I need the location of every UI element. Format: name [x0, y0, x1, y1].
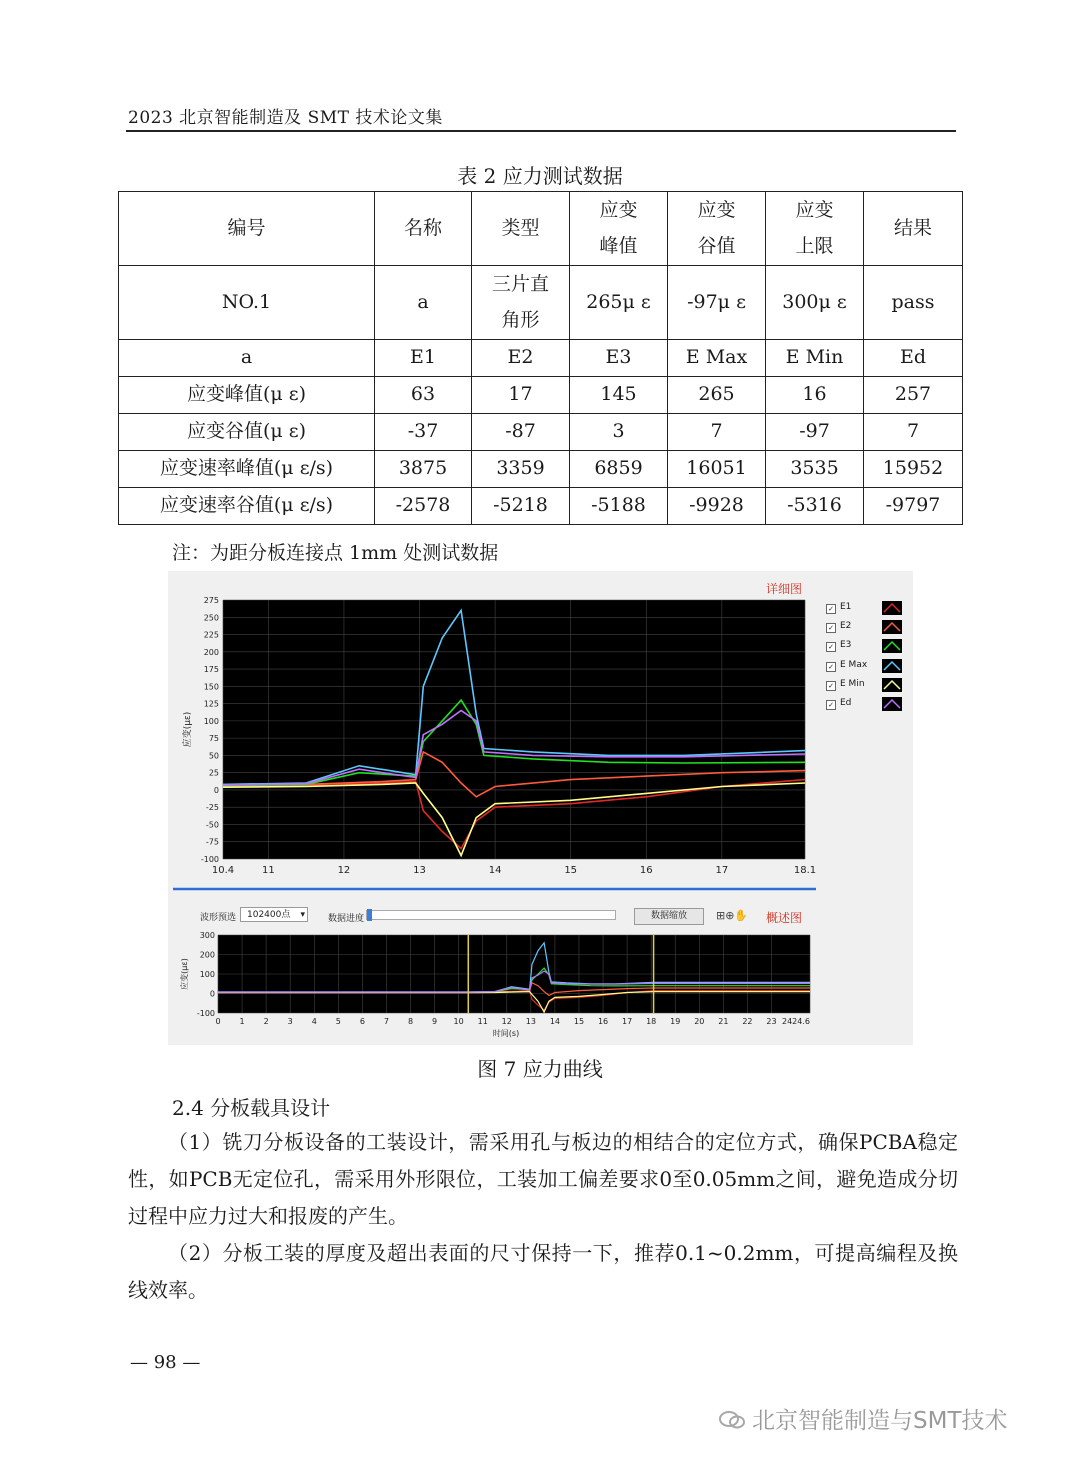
x-tick-label: 18	[646, 1017, 657, 1026]
y-tick-label: 275	[203, 596, 219, 605]
chevron-down-icon: ▾	[300, 910, 305, 920]
data-scale-button[interactable]: 数据缩放	[634, 908, 704, 925]
table-cell: 三片直 角形	[472, 266, 570, 340]
table-cell: 265	[668, 377, 766, 414]
x-tick-label: 22	[742, 1017, 753, 1026]
table-cell: 应变速率峰值(μ ε/s)	[119, 451, 375, 488]
zoom-tools-icon[interactable]: ⊞⊕✋	[716, 909, 749, 922]
table-cell: -2578	[375, 488, 472, 525]
x-tick-label: 2	[263, 1017, 269, 1026]
x-tick-label: 4	[311, 1017, 317, 1026]
x-tick-label: 17	[715, 865, 729, 876]
line-style-swatch[interactable]	[882, 639, 902, 653]
x-tick-label: 16	[597, 1017, 609, 1026]
x-tick-label: 23	[766, 1017, 777, 1026]
table-cell: 应变速率谷值(μ ε/s)	[119, 488, 375, 525]
header-cell: 编号	[119, 192, 375, 266]
x-tick-label: 8	[407, 1017, 414, 1026]
x-tick-label: 7	[383, 1017, 390, 1026]
table-cell: E1	[375, 340, 472, 377]
table-cell: -5218	[472, 488, 570, 525]
legend-item-emin[interactable]: ✓ E Min	[826, 678, 906, 694]
table-cell: -97	[766, 414, 864, 451]
x-tick-label: 15	[573, 1017, 585, 1026]
table-cell: NO.1	[119, 266, 375, 340]
y-tick-label: -75	[205, 837, 219, 847]
x-tick-label: 0	[215, 1017, 221, 1026]
x-tick-label: 2424.6	[782, 1017, 810, 1026]
header-cell: 名称	[375, 192, 472, 266]
table-cell: -97μ ε	[668, 266, 766, 340]
wechat-logo-icon	[718, 1409, 746, 1431]
table-note: 注：为距分板连接点 1mm 处测试数据	[172, 542, 499, 564]
line-style-swatch[interactable]	[882, 620, 902, 634]
x-tick-label: 1	[239, 1017, 245, 1026]
x-tick-label: 20	[694, 1017, 705, 1026]
wechat-watermark: 北京智能制造与SMT技术	[718, 1402, 1008, 1435]
table-cell: 3875	[375, 451, 472, 488]
detail-view-label: 详细图	[766, 582, 803, 596]
y-tick-label: 0	[209, 989, 215, 999]
table-cell: 17	[472, 377, 570, 414]
y-tick-label: -25	[205, 803, 219, 813]
y-tick-label: 225	[203, 630, 219, 640]
table-cell: 257	[864, 377, 963, 414]
table-cell: Ed	[864, 340, 963, 377]
x-tick-label: 11	[261, 865, 275, 876]
header-rule	[126, 130, 956, 132]
table-cell: 15952	[864, 451, 963, 488]
table-row	[119, 414, 963, 451]
y-tick-label: 100	[203, 716, 219, 726]
data-progress-slider[interactable]	[366, 910, 616, 920]
table-caption: 表 2 应力测试数据	[457, 164, 623, 188]
table-cell: 300μ ε	[766, 266, 864, 340]
x-tick-label: 9	[432, 1017, 438, 1026]
checkbox-icon[interactable]: ✓	[826, 642, 836, 652]
table-cell: 16	[766, 377, 864, 414]
table-cell: -37	[375, 414, 472, 451]
stress-test-table	[118, 191, 963, 525]
y-tick-label: 150	[203, 682, 219, 692]
legend-item-e3[interactable]: ✓ E3	[826, 639, 906, 655]
line-style-swatch[interactable]	[882, 678, 902, 692]
x-tick-label: 3	[287, 1017, 293, 1026]
table-cell: -9797	[864, 488, 963, 525]
y-tick-label: 0	[213, 785, 219, 795]
x-tick-label: 6	[359, 1017, 365, 1026]
slider-thumb[interactable]	[367, 909, 372, 921]
table-cell: 应变谷值(μ ε)	[119, 414, 375, 451]
y-tick-label: 200	[203, 647, 219, 657]
x-tick-label: 11	[477, 1017, 488, 1026]
y-tick-label: 125	[203, 699, 219, 709]
y-tick-label: 25	[208, 768, 219, 778]
y-tick-label: -100	[200, 855, 219, 864]
line-style-swatch[interactable]	[882, 697, 902, 711]
header-cell: 应变 上限	[766, 192, 864, 266]
table-cell: a	[119, 340, 375, 377]
table-cell: 16051	[668, 451, 766, 488]
x-tick-label: 21	[718, 1017, 729, 1026]
legend-item-ed[interactable]: ✓ Ed	[826, 697, 906, 713]
y-tick-label: 300	[199, 931, 215, 940]
table-cell: E Max	[668, 340, 766, 377]
y-tick-label: 250	[203, 613, 219, 623]
y-axis-label: 应变(με)	[183, 711, 193, 748]
x-tick-label: 15	[564, 865, 578, 876]
x-tick-label: 5	[335, 1017, 341, 1026]
table-cell: -5316	[766, 488, 864, 525]
figure-caption: 图 7 应力曲线	[477, 1057, 603, 1081]
table-cell: 7	[864, 414, 963, 451]
waveform-preselect-label: 波形预选	[200, 913, 237, 923]
table-cell: 3	[570, 414, 668, 451]
checkbox-icon[interactable]: ✓	[826, 700, 836, 710]
x-tick-label: 12	[337, 865, 351, 876]
x-tick-label: 10	[453, 1017, 464, 1026]
table-row	[119, 377, 963, 414]
x-tick-label: 18.1	[793, 865, 817, 876]
x-tick-label: 19	[670, 1017, 681, 1026]
x-tick-label: 17	[622, 1017, 633, 1026]
table-cell: 应变峰值(μ ε)	[119, 377, 375, 414]
x-tick-label: 16	[639, 865, 653, 876]
y-tick-label: 100	[199, 970, 215, 979]
y-tick-label: 200	[199, 950, 215, 960]
table-row	[119, 488, 963, 525]
table-cell: 145	[570, 377, 668, 414]
table-cell: 3535	[766, 451, 864, 488]
table-cell: -5188	[570, 488, 668, 525]
running-header: 2023 北京智能制造及 SMT 技术论文集	[128, 108, 443, 128]
y-tick-label: -100	[196, 1009, 215, 1018]
table-cell: 7	[668, 414, 766, 451]
stress-curve-chart	[168, 571, 913, 1045]
header-cell: 应变 峰值	[570, 192, 668, 266]
line-style-swatch[interactable]	[882, 601, 902, 615]
y-tick-label: 175	[203, 665, 219, 675]
table-cell: E Min	[766, 340, 864, 377]
legend-item-e1[interactable]: ✓ E1	[826, 601, 906, 617]
table-cell: 6859	[570, 451, 668, 488]
table-cell: -9928	[668, 488, 766, 525]
header-cell: 类型	[472, 192, 570, 266]
x-tick-label: 12	[501, 1017, 512, 1026]
checkbox-icon[interactable]: ✓	[826, 604, 836, 614]
checkbox-icon[interactable]: ✓	[826, 623, 836, 633]
table-cell: -87	[472, 414, 570, 451]
table-cell: 265μ ε	[570, 266, 668, 340]
table-row	[119, 451, 963, 488]
paragraph-2: （2）分板工装的厚度及超出表面的尺寸保持一下，推荐0.1~0.2mm，可提高编程及换线效率。	[128, 1241, 958, 1302]
page-number: — 98 —	[130, 1352, 201, 1373]
table-cell: E3	[570, 340, 668, 377]
stress-curve-figure	[168, 571, 913, 1045]
checkbox-icon[interactable]: ✓	[826, 662, 836, 672]
legend-item-e2[interactable]: ✓ E2	[826, 620, 906, 636]
header-cell: 应变 谷值	[668, 192, 766, 266]
table-cell: 3359	[472, 451, 570, 488]
legend-item-emax[interactable]: ✓ E Max	[826, 659, 906, 675]
waveform-select[interactable]: 102400点 ▾	[240, 907, 308, 922]
header-cell: 结果	[864, 192, 963, 266]
overview-label: 概述图	[766, 911, 803, 925]
y-tick-label: 75	[208, 734, 219, 744]
table-cell: 63	[375, 377, 472, 414]
paragraph-1: （1）铣刀分板设备的工装设计，需采用孔与板边的相结合的定位方式，确保PCBA稳定性，如PCB无定位孔，需采用外形限位，工装加工偏差要求0至0.05mm之间，避免造成分切过程中应力过大和报废的产生。	[128, 1130, 958, 1228]
data-progress-label: 数据进度	[328, 914, 365, 924]
y-axis-label: 应变(με)	[180, 958, 189, 990]
y-tick-label: -50	[205, 820, 219, 830]
x-axis-label: 时间(s)	[492, 1029, 520, 1038]
checkbox-icon[interactable]: ✓	[826, 681, 836, 691]
section-title: 2.4 分板载具设计	[172, 1096, 331, 1120]
y-tick-label: 50	[208, 751, 219, 761]
table-header-row	[119, 192, 963, 266]
line-style-swatch[interactable]	[882, 659, 902, 673]
x-tick-label: 14	[549, 1017, 561, 1026]
x-tick-label: 14	[488, 865, 502, 876]
x-tick-label: 10.4	[211, 865, 235, 876]
x-tick-label: 13	[525, 1017, 536, 1026]
table-row	[119, 266, 963, 340]
table-cell: E2	[472, 340, 570, 377]
table-cell: a	[375, 266, 472, 340]
table-cell: pass	[864, 266, 963, 340]
x-tick-label: 13	[413, 865, 426, 876]
detail-plot-area	[223, 600, 805, 859]
table-row	[119, 340, 963, 377]
